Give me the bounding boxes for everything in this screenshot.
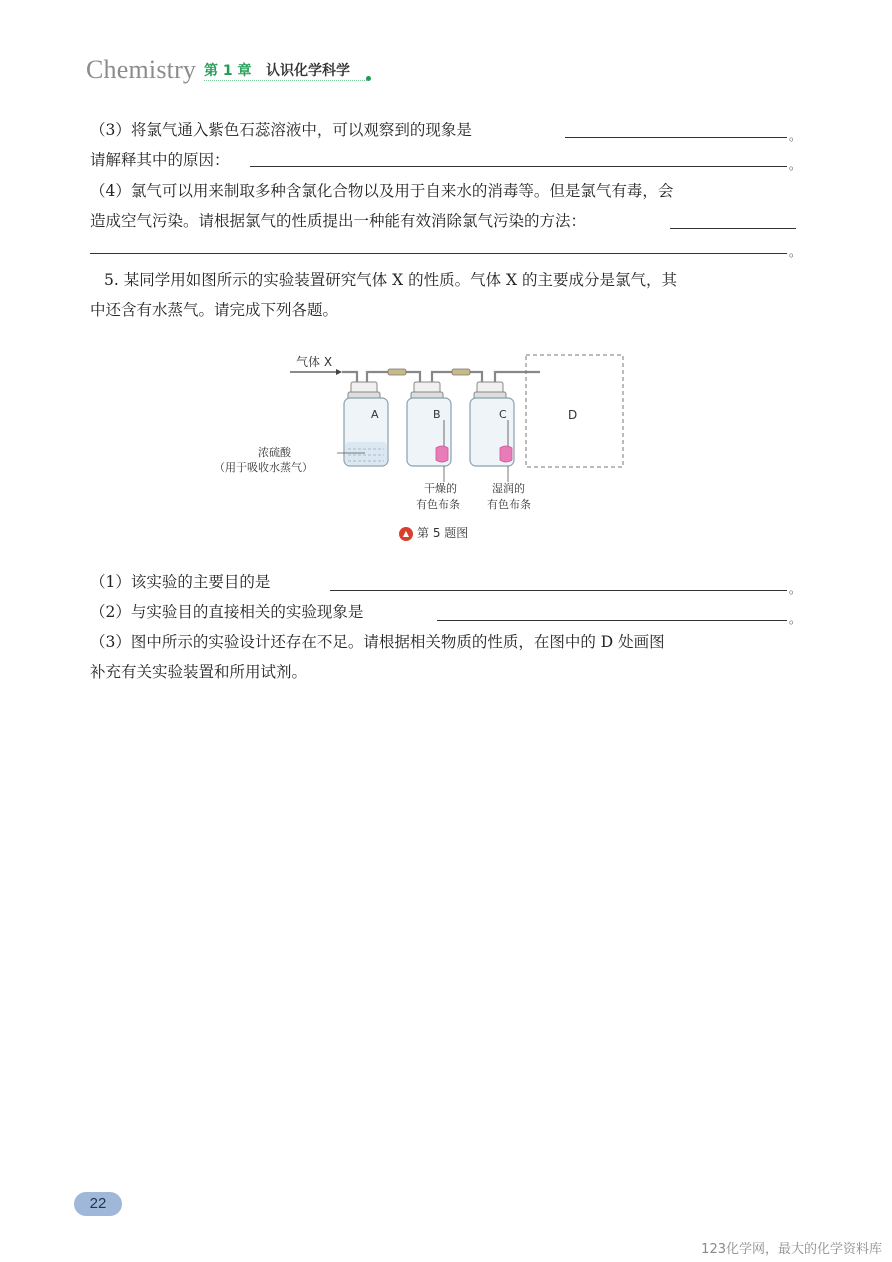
period-mark: 。 [789,129,802,143]
period-mark: 。 [789,612,802,626]
period-mark: 。 [789,158,802,172]
bottle-c-label: C [499,408,507,421]
box-d-label: D [568,408,578,422]
brand-title: Chemistry [86,55,197,84]
q5-intro-line1: 5. 某同学用如图所示的实验装置研究气体 X 的性质。气体 X 的主要成分是氯气，其 [104,271,677,289]
arrow-head-icon [336,369,342,375]
chapter-title: 认识化学科学 [266,63,350,79]
q3-line2: 请解释其中的原因： [90,151,230,169]
wet-cloth-strip [500,446,512,462]
q5-sub3-line2: 补充有关实验装置和所用试剂。 [90,663,308,681]
bottle-b-label: B [433,408,441,421]
bottle-b [407,382,451,466]
q5-sub1-blank[interactable] [330,590,787,591]
q5-sub1: （1）该实验的主要目的是 [90,573,271,591]
dry-label-2: 有色布条 [416,498,460,511]
gas-label: 气体 X [296,355,333,369]
q3-line1: （3）将氯气通入紫色石蕊溶液中，可以观察到的现象是 [90,121,472,139]
chapter-number: 第 1 章 [204,63,252,79]
dry-cloth-strip [436,446,448,462]
bottle-a-label: A [371,408,379,421]
page-number-badge: 22 [74,1192,122,1216]
q5-sub2: （2）与实验目的直接相关的实验现象是 [90,603,364,621]
caption-text: 第 5 题图 [417,526,469,540]
wet-label-2: 有色布条 [487,498,531,511]
triangle-icon: ▲ [399,527,413,541]
dry-label-1: 干燥的 [424,482,457,495]
watermark-text: 123化学网，最大的化学资料库 [701,1242,882,1257]
q4-line1: （4）氯气可以用来制取多种含氯化合物以及用于自来水的消毒等。但是氯气有毒，会 [90,182,674,200]
rubber-connector [388,369,406,375]
q5-sub3-line1: （3）图中所示的实验设计还存在不足。请根据相关物质的性质，在图中的 D 处画图 [90,633,665,651]
q5-sub2-blank[interactable] [437,620,787,621]
wet-label-1: 湿润的 [492,482,525,495]
rubber-connector [452,369,470,375]
period-mark: 。 [789,582,802,596]
figure-caption [399,524,468,541]
acid-note: （用于吸收水蒸气） [214,461,313,474]
acid-label: 浓硫酸 [258,446,291,459]
q4-line2: 造成空气污染。请根据氯气的性质提出一种能有效消除氯气污染的方法： [90,212,587,230]
bottle-c [470,382,514,466]
q5-intro-line2: 中还含有水蒸气。请完成下列各题。 [90,301,339,319]
period-mark: 。 [789,245,802,259]
